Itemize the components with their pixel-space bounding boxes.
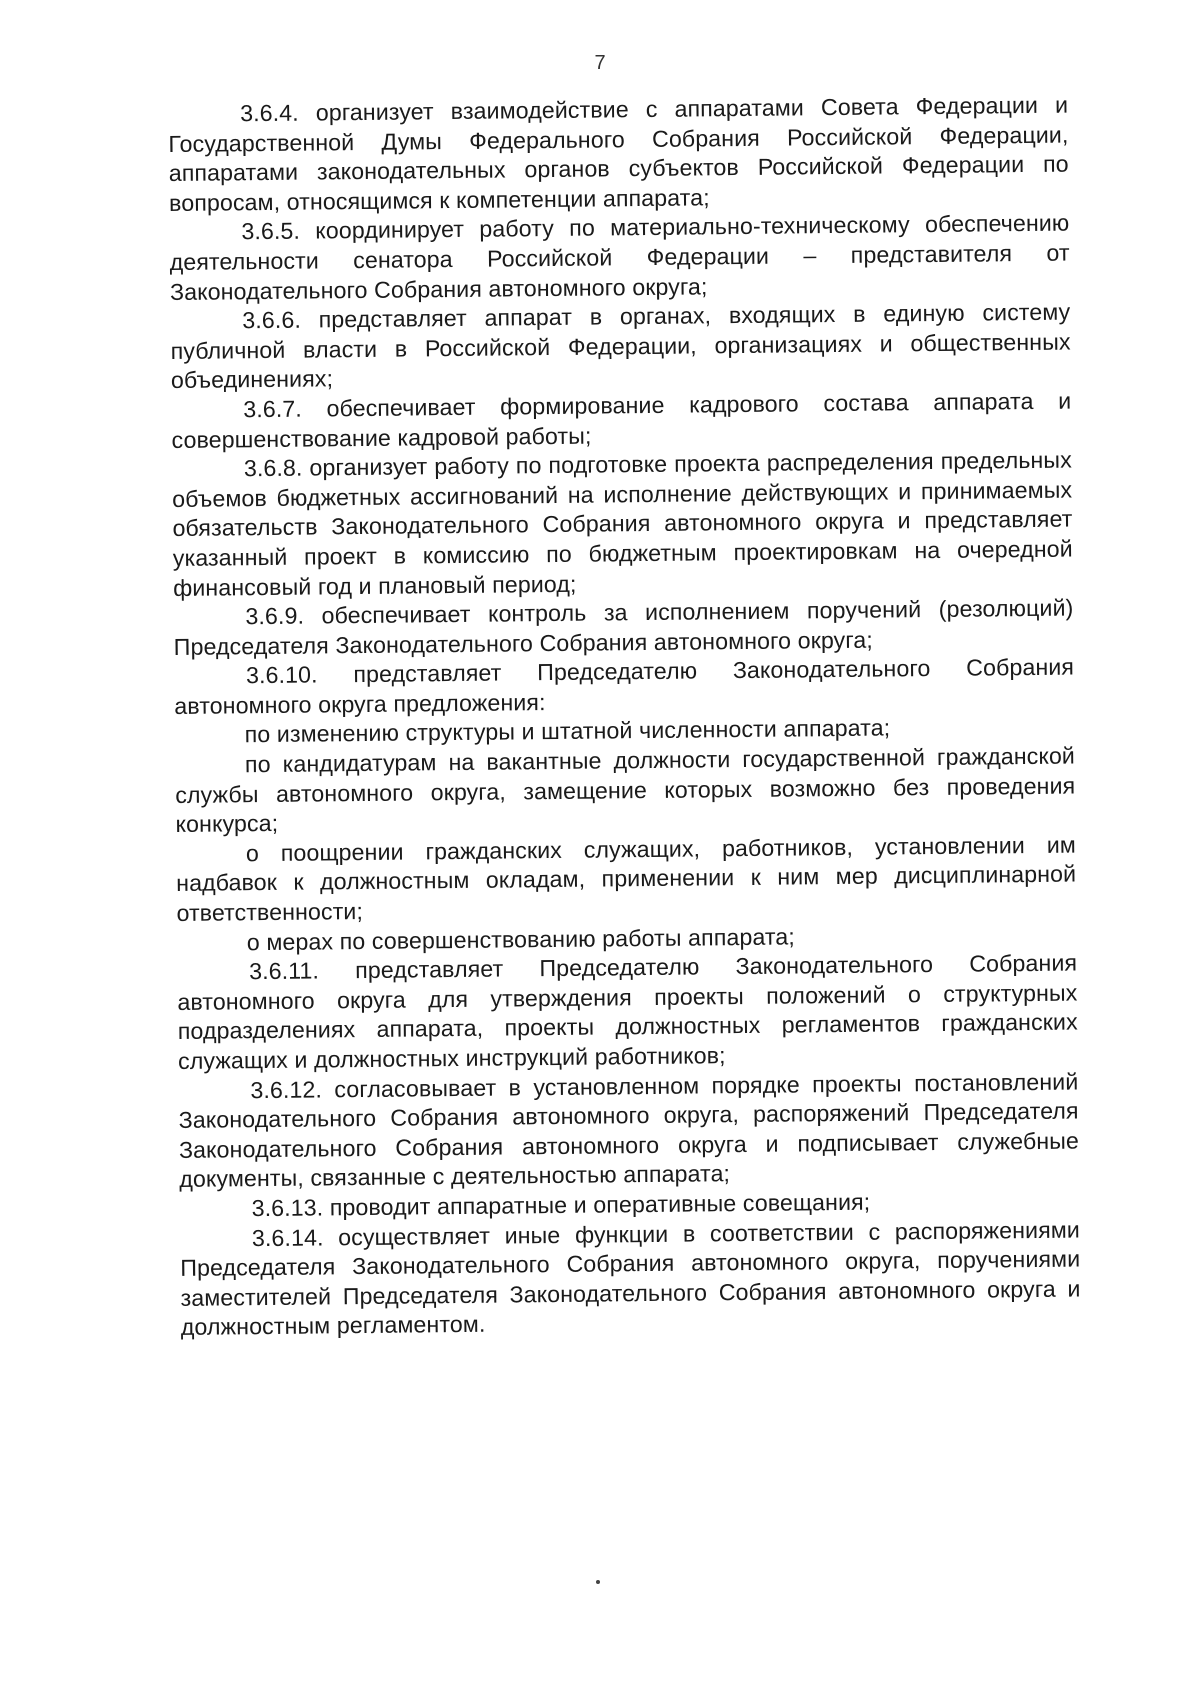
sub-item-incentives: о поощрении гражданских служащих, работников, установлении им надбавок к должностным окладам, применении к ним мер дисциплинарной ответственности; [176, 831, 1077, 926]
scan-speck [596, 1580, 600, 1584]
paragraph-3-6-13: 3.6.13. проводит аппаратные и оперативные совещания; [251, 1188, 871, 1222]
paragraph-3-6-9: 3.6.9. обеспечивает контроль за исполнением поручений (резолюций) Председателя Законодательного Собрания автономного округа; [173, 594, 1074, 660]
paragraph-3-6-12: 3.6.12. согласовывает в установленном порядке проекты постановлений Законодательного Собрания автономного округа, распоряжений Председателя Законодательного Собрания автономного округа и подписывает служебные документы, связанные с деятельностью аппарата; [178, 1068, 1080, 1193]
paragraph-3-6-7: 3.6.7. обеспечивает формирование кадрового состава аппарата и совершенствование кадровой работы; [171, 387, 1072, 453]
paragraph-3-6-5: 3.6.5. координирует работу по материально-техническому обеспечению деятельности сенатора Российской Федерации – представителя от Законодательного Собрания автономного округа; [169, 209, 1070, 305]
sub-item-structure: по изменению структуры и штатной численности аппарата; [244, 714, 891, 748]
paragraph-3-6-8: 3.6.8. организует работу по подготовке проекта распределения предельных объемов бюджетных ассигнований на исполнение действующих и принимаемых обязательств Законодательного Собрания автономного округа и представляет указанный проект в комиссию по бюджетным проектировкам на очередной финансовый год и плановый период; [172, 446, 1073, 601]
paragraph-3-6-11: 3.6.11. представляет Председателю Законодательного Собрания автономного округа для утверждения проекты положений о структурных подразделениях аппарата, проекты должностных регламентов гражданских служащих и должностных инструкций работников; [177, 949, 1078, 1074]
sub-item-candidates: по кандидатурам на вакантные должности государственной гражданской службы автономного округа, замещение которых возможно без проведения конкурса; [175, 742, 1076, 838]
paragraph-3-6-10: 3.6.10. представляет Председателю Законодательного Собрания автономного округа предложения: [174, 653, 1075, 719]
paragraph-3-6-6: 3.6.6. представляет аппарат в органах, входящих в единую систему публичной власти в Российской Федерации, организациях и общественных объединениях; [170, 298, 1071, 394]
sub-item-improvement: о мерах по совершенствованию работы аппарата; [246, 923, 796, 955]
paragraph-3-6-4: 3.6.4. организует взаимодействие с аппаратами Совета Федерации и Государственной Думы Федерального Собрания Российской Федерации, аппаратами законодательных органов субъектов Российской Федерации по вопросам, относящимся к компетенции аппарата; [168, 91, 1069, 216]
paragraph-3-6-14: 3.6.14. осуществляет иные функции в соответствии с распоряжениями Председателя Законодательного Собрания автономного округа, поручениями заместителей Председателя Законодательного Собрания автономного округа и должностным регламентом. [180, 1216, 1081, 1341]
document-body [168, 91, 1081, 1343]
page-number: 7 [594, 52, 606, 74]
